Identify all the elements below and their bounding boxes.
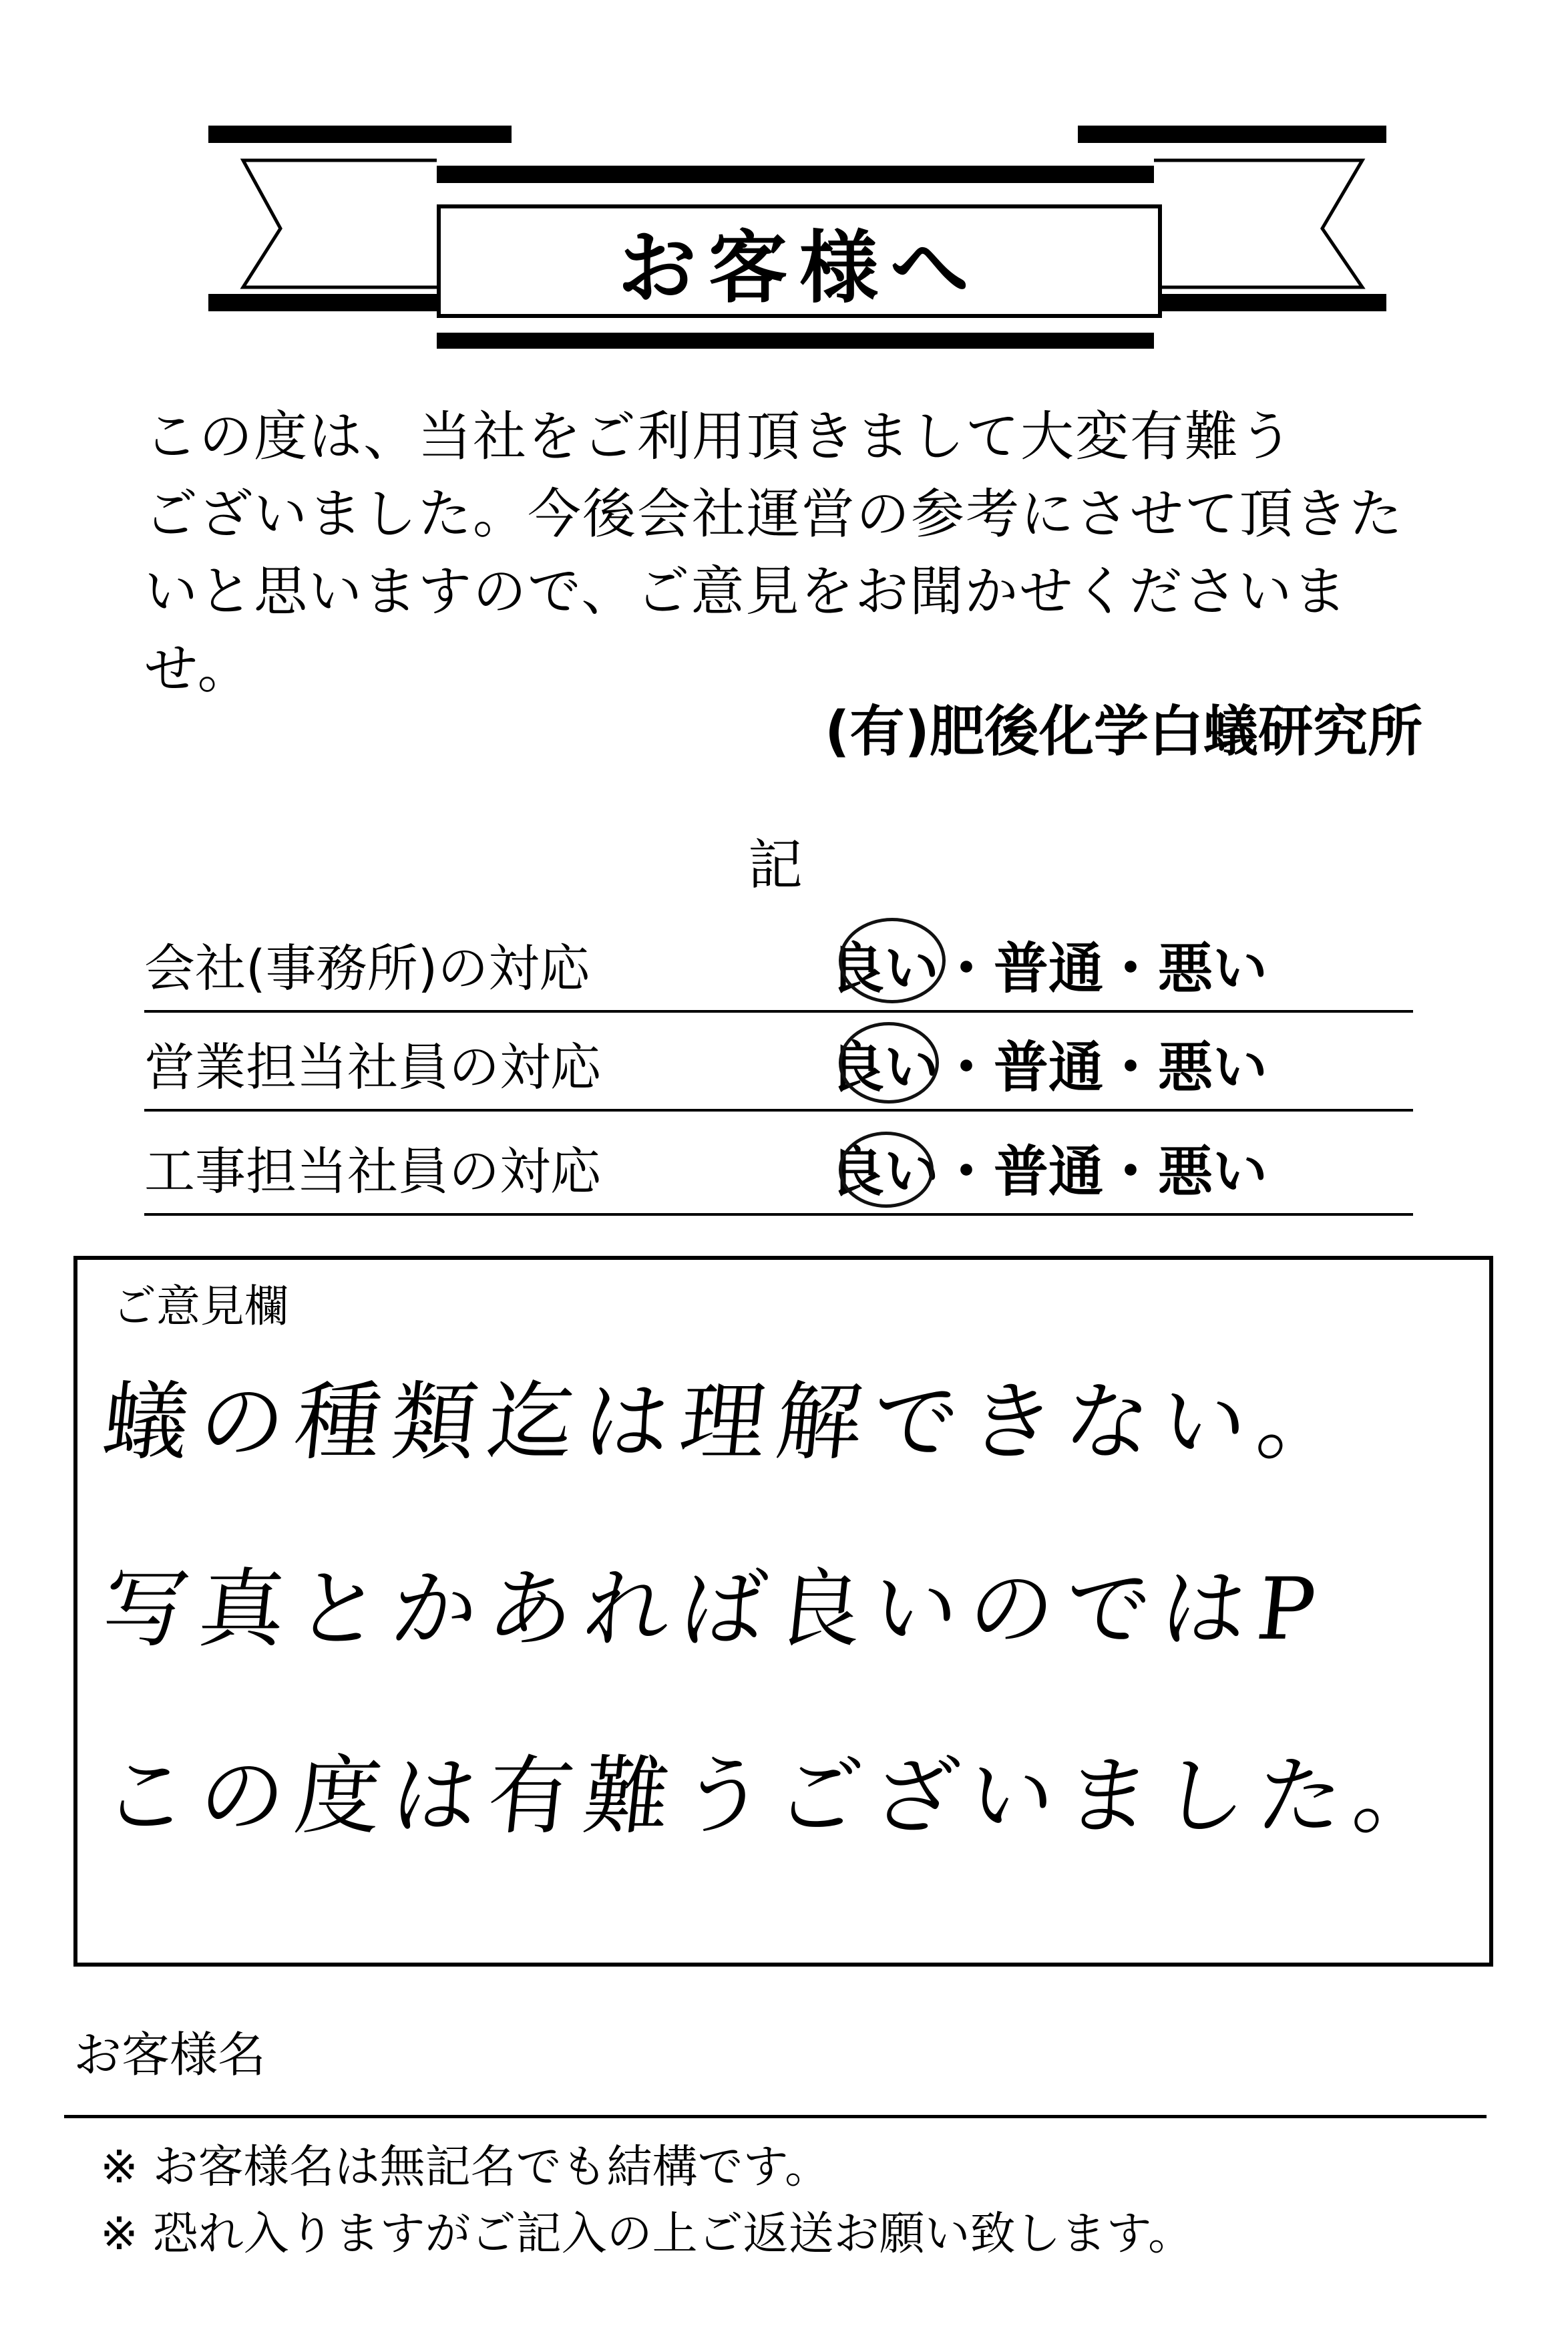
customer-name-label: お客様名 [73, 2027, 266, 2083]
rating-label: 会社(事務所)の対応 [144, 939, 590, 998]
comment-box[interactable] [73, 1256, 1493, 1967]
banner-bar [208, 126, 512, 143]
intro-line: この度は、当社をご利用頂きまして大変有難う [144, 405, 1294, 468]
rating-row-sales [144, 1022, 1413, 1112]
handwritten-comment-line: 写真とかあれば良いのではP [97, 1560, 1331, 1659]
selected-circle-mark [839, 1022, 939, 1104]
banner-bar [1078, 126, 1386, 143]
handwritten-comment-line: 蟻の種類迄は理解できない。 [97, 1373, 1359, 1472]
banner-ribbon-right [1154, 160, 1362, 287]
rating-label: 営業担当社員の対応 [144, 1037, 601, 1097]
header-banner [0, 0, 1568, 374]
rating-row-office [144, 923, 1413, 1013]
intro-line: いと思いますので、ご意見をお聞かせくださいませ。 [144, 560, 1348, 700]
page-title: お客様へ [437, 204, 1162, 318]
selected-circle-mark [839, 918, 946, 1003]
comment-heading: ご意見欄 [112, 1281, 288, 1332]
banner-bar [437, 166, 1154, 183]
company-name: (有)肥後化学白蟻研究所 [825, 700, 1422, 764]
rating-label: 工事担当社員の対応 [144, 1142, 601, 1201]
banner-bar [437, 333, 1154, 349]
rating-row-construction [144, 1126, 1413, 1216]
intro-text [144, 398, 1426, 708]
intro-line: ございました。今後会社運営の参考にさせて頂きた [144, 483, 1404, 545]
handwritten-comment-line: この度は有難うございました。 [97, 1747, 1455, 1846]
note-line: ※ お客様名は無記名でも結構です。 [100, 2141, 831, 2194]
rating-options[interactable]: 良い・普通・悪い [829, 1140, 1268, 1204]
note-line: ※ 恐れ入りますがご記入の上ご返送お願い致します。 [100, 2208, 1194, 2261]
ki-heading: 記 [748, 834, 803, 897]
rating-options[interactable]: 良い・普通・悪い [829, 937, 1268, 1001]
rating-options[interactable]: 良い・普通・悪い [829, 1036, 1268, 1100]
banner-ribbon-left [243, 160, 437, 287]
selected-circle-mark [839, 1132, 934, 1208]
customer-name-line[interactable] [64, 2115, 1487, 2118]
